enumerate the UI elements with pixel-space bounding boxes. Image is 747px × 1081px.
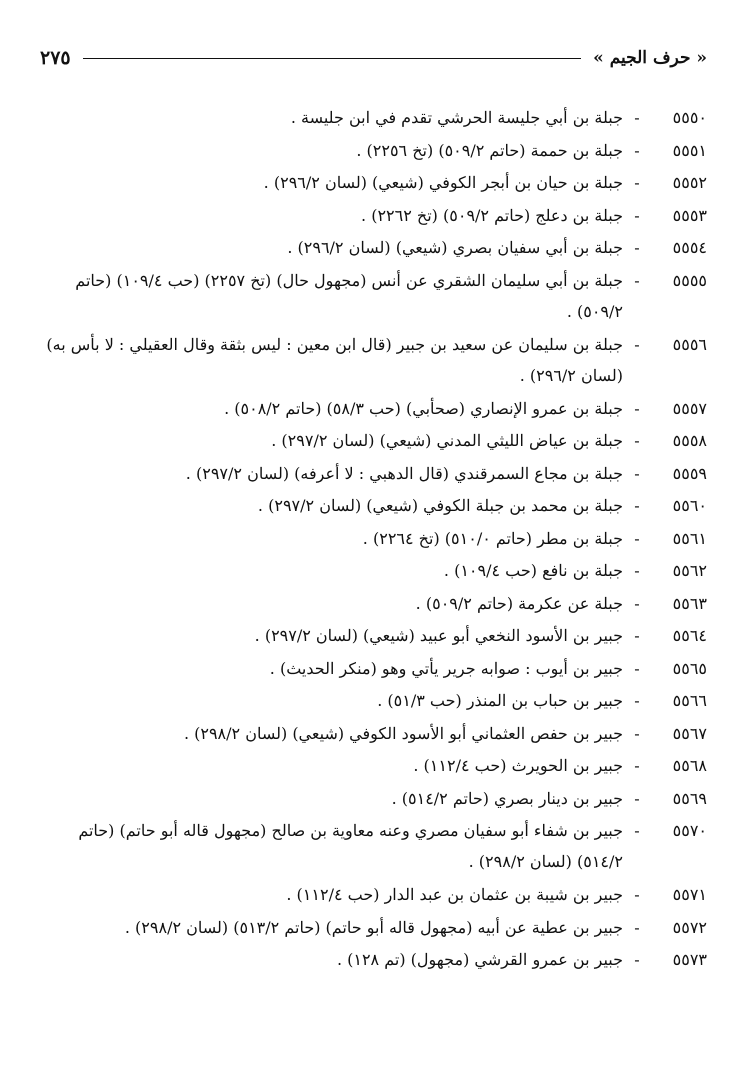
- entry-dash: -: [634, 334, 640, 354]
- entry-number: ٥٥٦٧: [672, 723, 707, 743]
- entry-row: [40, 912, 707, 945]
- entry-text: جبلة بن محمد بن جبلة الكوفي (شيعي) (لسان ٢٩٧/٢) .: [257, 496, 623, 515]
- entry-text: جبير بن الأسود النخعي أبو عبيد (شيعي) (لسان ٢٩٧/٢) .: [254, 626, 623, 645]
- entry-dash: -: [634, 593, 640, 613]
- entry-row: [40, 815, 707, 879]
- page-header: [40, 38, 707, 78]
- entry-number: ٥٥٦١: [672, 528, 707, 548]
- entry-row: [40, 750, 707, 783]
- entry-dash: -: [634, 788, 640, 808]
- entry-row: [40, 879, 707, 912]
- entry-text: جبلة بن حيان بن أبجر الكوفي (شيعي) (لسان ٢٩٦/٢) .: [263, 173, 623, 192]
- chapter-title: « حرف الجيم »: [593, 48, 707, 68]
- entry-number: ٥٥٦٨: [672, 756, 707, 775]
- entry-text: جبلة بن حممة (حاتم ٥٠٩/٢) (تخ ٢٢٥٦) .: [356, 140, 623, 160]
- entry-row: [40, 523, 707, 556]
- entry-number: ٥٥٥٥: [672, 270, 707, 290]
- entry-text: جبير بن دينار بصري (حاتم ٥١٤/٢) .: [391, 788, 623, 808]
- entry-row: [40, 783, 707, 816]
- entry-text: جبلة بن مجاع السمرقندي (قال الدهبي : لا أعرفه) (لسان ٢٩٧/٢) .: [185, 463, 623, 483]
- entry-text: جبلة بن أبي سليمان الشقري عن أنس (مجهول حال) (تخ ٢٢٥٧) (حب ١٠٩/٤) (حاتم ٥٠٩/٢) .: [75, 270, 623, 321]
- entry-text: جبير بن حفص العثماني أبو الأسود الكوفي (شيعي) (لسان ٢٩٨/٢) .: [183, 723, 623, 743]
- entry-dash: -: [634, 431, 640, 450]
- entry-number: ٥٥٦٥: [672, 658, 707, 678]
- entry-row: [40, 425, 707, 458]
- entry-number: ٥٥٥١: [672, 140, 707, 160]
- entry-number: ٥٥٥٩: [672, 463, 707, 483]
- entry-text: جبير بن الحويرث (حب ١١٢/٤) .: [413, 756, 623, 775]
- entry-dash: -: [634, 756, 640, 775]
- entry-row: [40, 944, 707, 977]
- entry-text: جبلة بن دعلج (حاتم ٥٠٩/٢) (تخ ٢٢٦٢) .: [361, 205, 623, 225]
- entry-row: [40, 167, 707, 200]
- entry-row: [40, 232, 707, 265]
- entry-row: [40, 685, 707, 718]
- header-rule: [83, 58, 582, 59]
- entry-row: [40, 490, 707, 523]
- entry-number: ٥٥٥٠: [672, 108, 707, 127]
- entry-number: ٥٥٥٣: [672, 205, 707, 225]
- entry-dash: -: [634, 140, 640, 160]
- entry-number: ٥٥٥٨: [672, 431, 707, 450]
- entry-dash: -: [634, 173, 640, 192]
- entry-number: ٥٥٦٦: [672, 691, 707, 710]
- entry-number: ٥٥٦٩: [672, 788, 707, 808]
- entry-dash: -: [634, 270, 640, 290]
- entry-row: [40, 102, 707, 135]
- entry-text: جبير بن أيوب : صوابه جرير يأتي وهو (منكر الحديث) .: [269, 658, 623, 678]
- entry-text: جبلة بن عمرو الإنصاري (صحأبي) (حب ٥٨/٣) (حاتم ٥٠٨/٢) .: [224, 398, 623, 418]
- entry-text: جبير بن حباب بن المنذر (حب ٥١/٣) .: [377, 691, 623, 710]
- entry-text: جبلة بن سليمان عن سعيد بن جبير (قال ابن معين : ليس بثقة وقال العقيلي : لا بأس به) (لسان ٢٩٦/٢) .: [46, 334, 623, 385]
- entry-number: ٥٥٥٢: [672, 173, 707, 192]
- entry-list: [40, 102, 707, 977]
- entry-number: ٥٥٥٤: [672, 238, 707, 257]
- entry-row: [40, 329, 707, 393]
- entry-row: [40, 555, 707, 588]
- entry-number: ٥٥٧٣: [672, 950, 707, 969]
- entry-number: ٥٥٧٠: [672, 821, 707, 840]
- entry-dash: -: [634, 528, 640, 548]
- entry-row: [40, 653, 707, 686]
- entry-dash: -: [634, 108, 640, 127]
- entry-dash: -: [634, 723, 640, 743]
- entry-text: جبير بن عمرو القرشي (مجهول) (تم ١٢٨) .: [336, 950, 623, 969]
- entry-number: ٥٥٧٢: [672, 917, 707, 937]
- entry-dash: -: [634, 398, 640, 418]
- entry-text: جبير بن عطية عن أبيه (مجهول قاله أبو حاتم) (حاتم ٥١٣/٢) (لسان ٢٩٨/٢) .: [124, 917, 623, 937]
- entry-dash: -: [634, 561, 640, 580]
- entry-dash: -: [634, 950, 640, 969]
- entry-number: ٥٥٥٧: [672, 398, 707, 418]
- entry-text: جبير بن شفاء أبو سفيان مصري وعنه معاوية بن صالح (مجهول قاله أبو حاتم) (حاتم ٥١٤/٢) (لسان ٢٩٨/٢) .: [78, 821, 623, 871]
- entry-text: جبلة بن أبي جليسة الحرشي تقدم في ابن جليسة .: [290, 108, 623, 127]
- entry-number: ٥٥٧١: [672, 885, 707, 904]
- entry-number: ٥٥٦٢: [672, 561, 707, 580]
- entry-row: [40, 135, 707, 168]
- entry-text: جبير بن شيبة بن عثمان بن عبد الدار (حب ١١٢/٤) .: [286, 885, 623, 904]
- entry-row: [40, 718, 707, 751]
- entry-row: [40, 265, 707, 329]
- entry-text: جبلة بن مطر (حاتم ٥١٠/٠) (تخ ٢٢٦٤) .: [362, 528, 623, 548]
- entry-row: [40, 588, 707, 621]
- entry-text: جبلة بن أبي سفيان بصري (شيعي) (لسان ٢٩٦/٢) .: [287, 238, 623, 257]
- entry-dash: -: [634, 691, 640, 710]
- entry-dash: -: [634, 463, 640, 483]
- entry-number: ٥٥٦٣: [672, 593, 707, 613]
- entry-text: جبلة بن نافع (حب ١٠٩/٤) .: [443, 561, 623, 580]
- entry-row: [40, 393, 707, 426]
- entry-number: ٥٥٥٦: [672, 334, 707, 354]
- entry-text: جبلة عن عكرمة (حاتم ٥٠٩/٢) .: [415, 593, 623, 613]
- entry-dash: -: [634, 821, 640, 840]
- entry-row: [40, 200, 707, 233]
- entry-dash: -: [634, 917, 640, 937]
- entry-dash: -: [634, 626, 640, 645]
- entry-number: ٥٥٦٠: [672, 496, 707, 515]
- entry-row: [40, 458, 707, 491]
- entry-dash: -: [634, 885, 640, 904]
- entry-row: [40, 620, 707, 653]
- entry-dash: -: [634, 238, 640, 257]
- entry-dash: -: [634, 205, 640, 225]
- entry-text: جبلة بن عياض الليثي المدني (شيعي) (لسان ٢٩٧/٢) .: [271, 431, 623, 450]
- entry-number: ٥٥٦٤: [672, 626, 707, 645]
- entry-dash: -: [634, 496, 640, 515]
- page-number: ٢٧٥: [40, 47, 71, 69]
- entry-dash: -: [634, 658, 640, 678]
